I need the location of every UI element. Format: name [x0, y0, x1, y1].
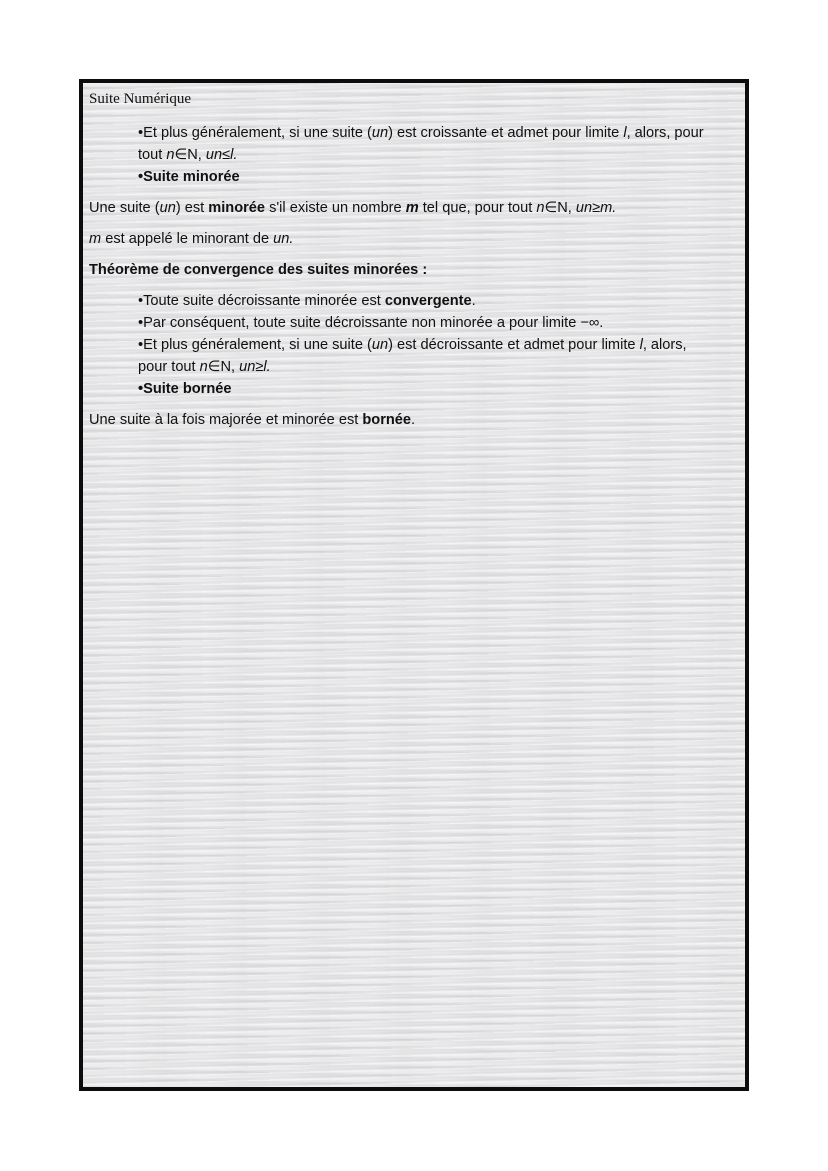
math-un-ge-m: un≥m. — [575, 200, 617, 216]
math-n: n — [166, 147, 175, 163]
bullet-line-continuation: pour tout n∈N, un≥l. — [138, 359, 271, 375]
bullet-line-limit-croissante: •Et plus généralement, si une suite (un) est croissante et admet pour limite l, alors, pour — [138, 125, 704, 141]
paragraph-minorant: m est appelé le minorant de un. — [89, 231, 294, 247]
document-content — [89, 89, 741, 431]
math-n: n — [536, 200, 545, 216]
bullet-line-convergente: •Toute suite décroissante minorée est convergente. — [138, 293, 476, 309]
math-un-ge-l: un≥l. — [239, 359, 271, 375]
bullet-block-croissante — [89, 122, 741, 188]
theorem-heading: Théorème de convergence des suites minorées : — [89, 262, 428, 278]
math-l: l — [639, 337, 643, 353]
math-un: un — [371, 125, 389, 141]
bullet-line-non-minoree: •Par conséquent, toute suite décroissante non minorée a pour limite −∞. — [138, 315, 604, 331]
document-title: Suite Numérique — [89, 91, 192, 107]
math-l: l — [623, 125, 627, 141]
paragraph-definition-minoree: Une suite (un) est minorée s'il existe un nombre m tel que, pour tout n∈N, un≥m. — [89, 200, 617, 216]
math-un-le-l: un≤l. — [205, 147, 238, 163]
math-un: un — [159, 200, 176, 216]
paragraph-bornee: Une suite à la fois majorée et minorée est bornée. — [89, 412, 416, 428]
bullet-line-limit-decroissante: •Et plus généralement, si une suite (un) est décroissante et admet pour limite l, alors, — [138, 337, 687, 353]
term-minoree: minorée — [208, 200, 266, 216]
bullet-heading-bornee: •Suite bornée — [138, 381, 232, 397]
math-m: m — [405, 200, 419, 216]
term-bornee: bornée — [362, 412, 412, 428]
bullet-line-continuation: tout n∈N, un≤l. — [138, 147, 238, 163]
document-page — [79, 79, 749, 1091]
bullet-heading-minoree: •Suite minorée — [138, 169, 240, 185]
bullet-block-decroissante — [89, 290, 741, 400]
math-un: un — [371, 337, 389, 353]
math-un: un. — [273, 231, 294, 247]
term-convergente: convergente — [384, 293, 472, 309]
math-m: m — [89, 231, 102, 247]
math-n: n — [199, 359, 208, 375]
